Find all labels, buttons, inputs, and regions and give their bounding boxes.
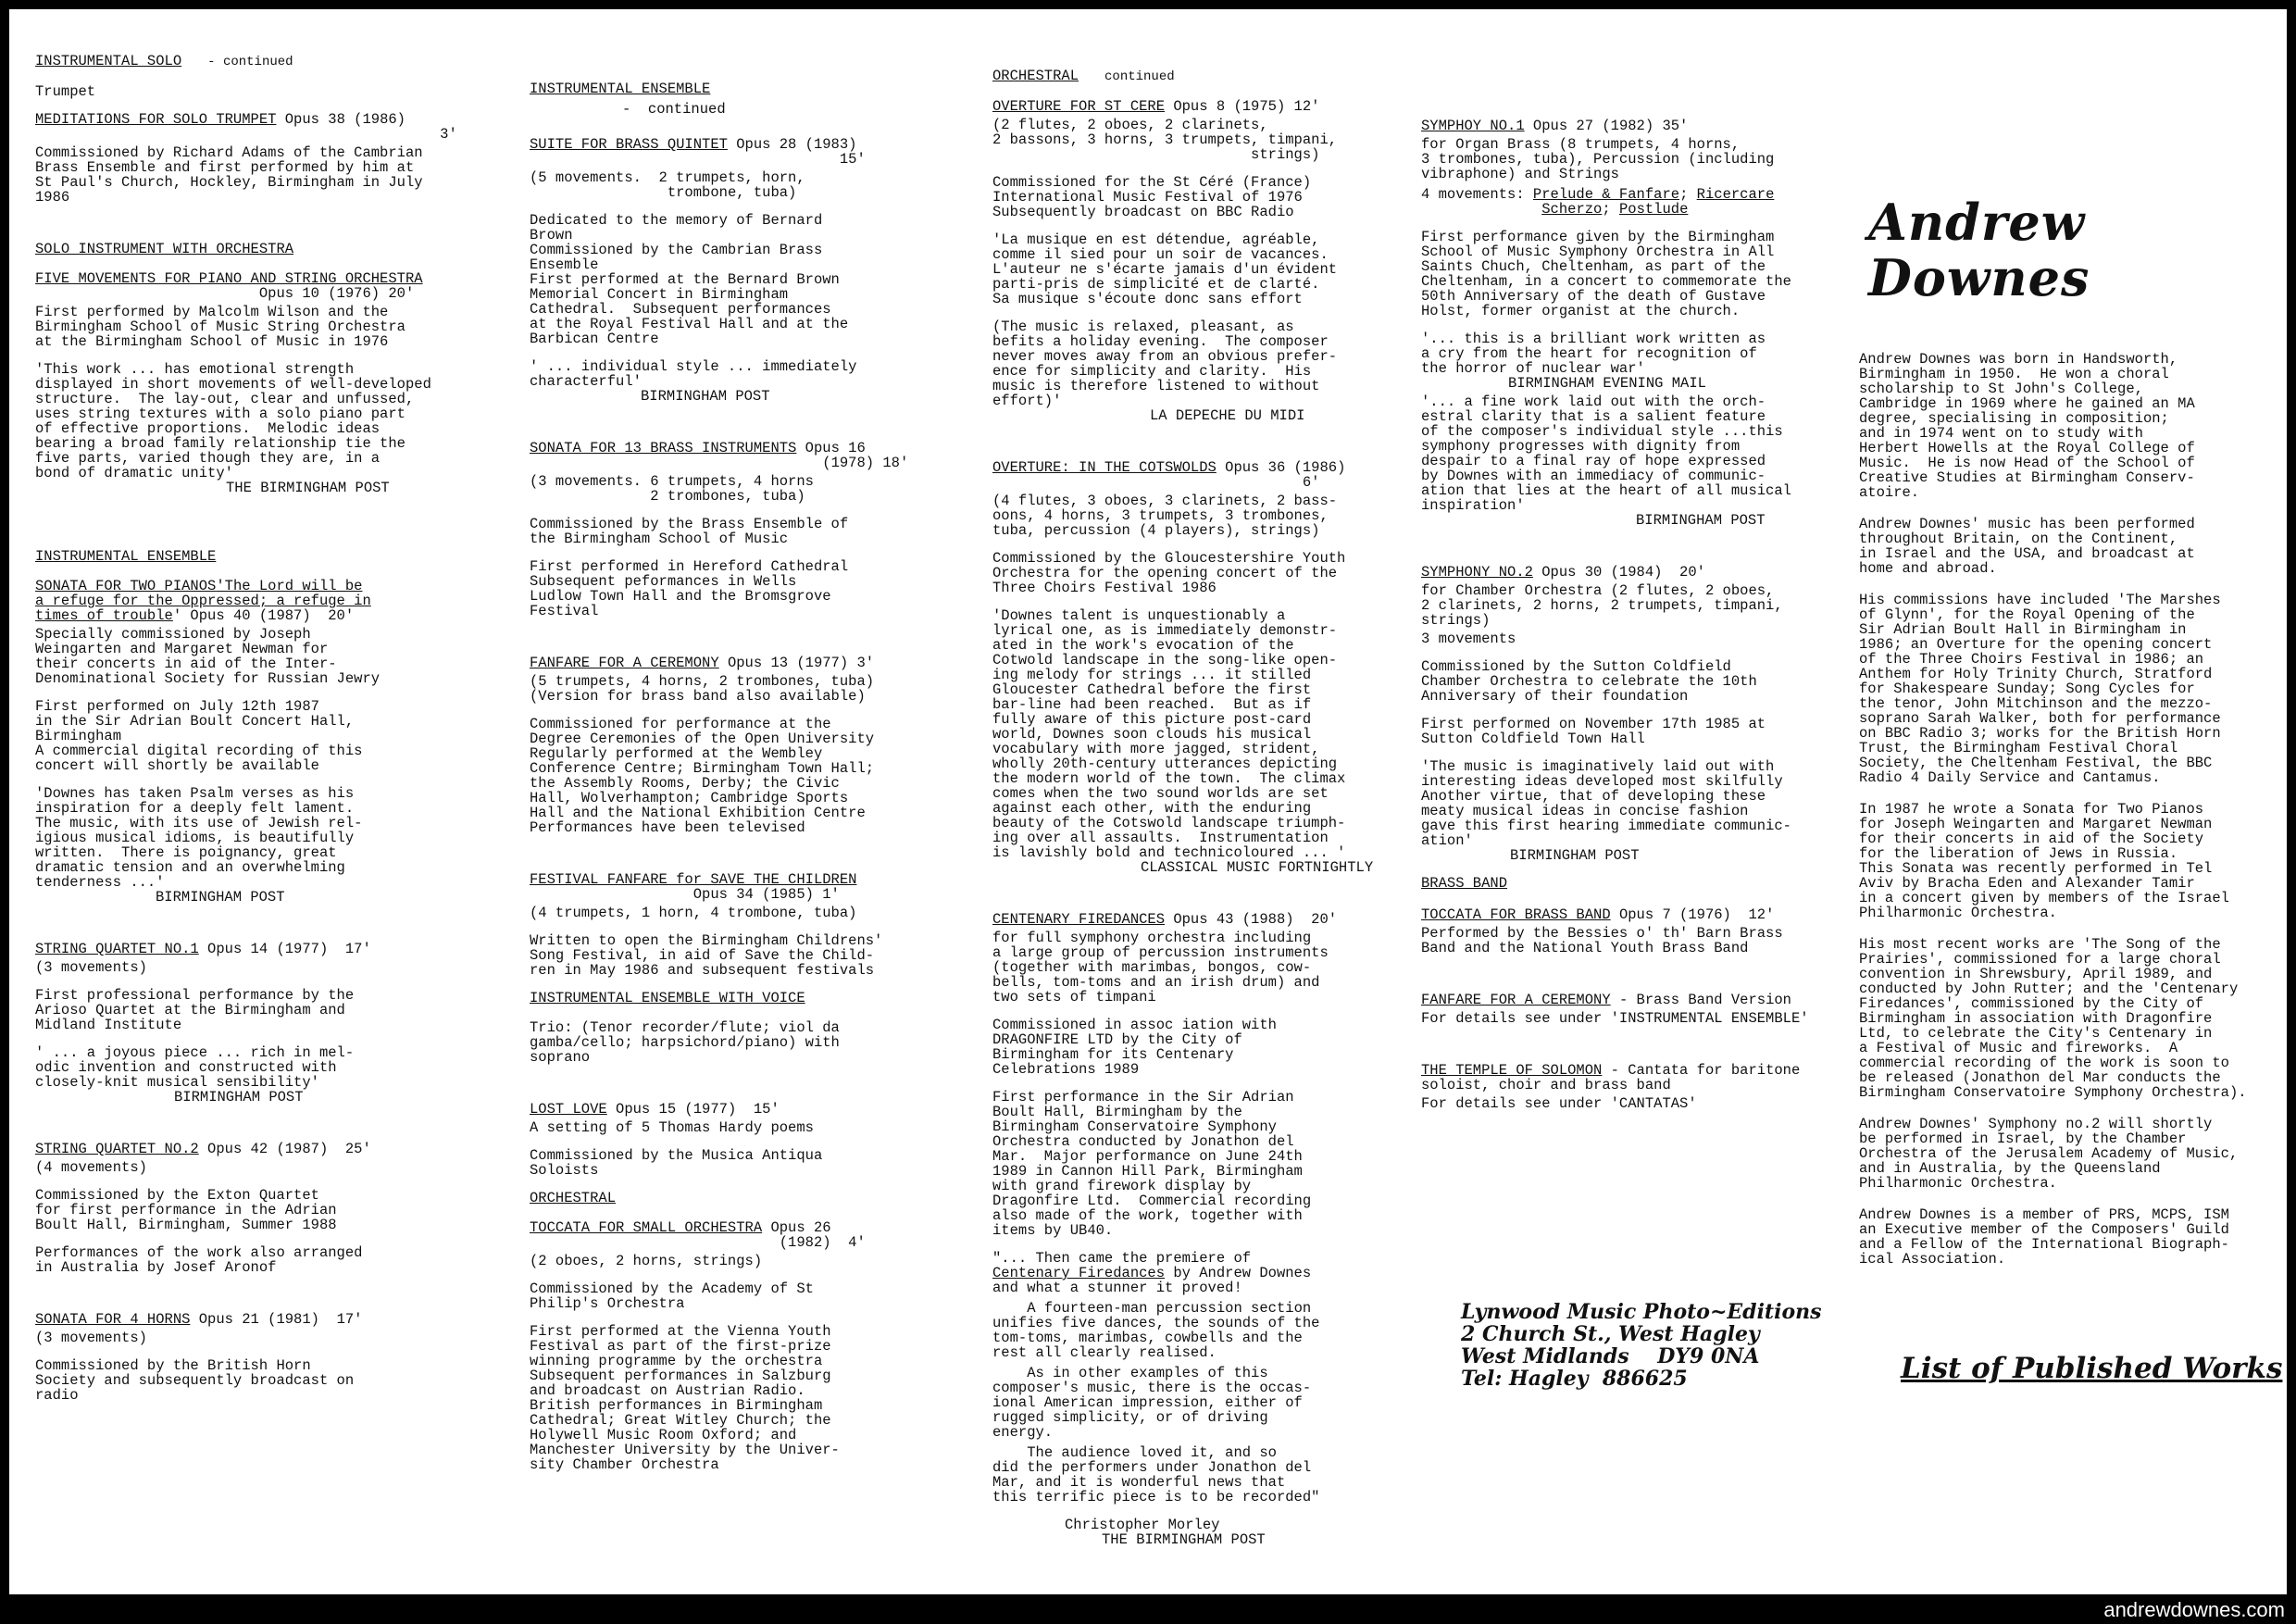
section-heading: ORCHESTRAL	[530, 1190, 617, 1206]
work-description: First professional performance by the Arioso Quartet at the Birmingham and Midland Institute	[35, 987, 355, 1033]
work-description: Commissioned by the Brass Ensemble of the Birmingham School of Music	[530, 516, 849, 547]
review-source: BIRMINGHAM EVENING MAIL	[1508, 375, 1706, 392]
work-heading: FIVE MOVEMENTS FOR PIANO AND STRING ORCHESTRA Opus 10 (1976) 20'	[35, 270, 423, 302]
movements: (3 movements)	[35, 1330, 147, 1346]
movements: (5 trumpets, 4 horns, 2 trombones, tuba) (Version for brass band also available)	[530, 673, 875, 705]
review-quote: (The music is relaxed, pleasant, as befits a holiday evening. The composer never moves away from an obvious prefer- ence for simplicity and clarity. His music is therefore listened to without effort)'	[992, 319, 1338, 409]
work-description: First performed by Malcolm Wilson and the Birmingham School of Music String Orchestra at the Birmingham School of Music in 1976	[35, 304, 406, 350]
work-description: For details see under 'CANTATAS'	[1421, 1095, 1697, 1112]
work-description: Commissioned by the Gloucestershire Youth Orchestra for the opening concert of the Three Choirs Festival 1986	[992, 550, 1346, 596]
work-description: Trio: (Tenor recorder/flute; viol da gamba/cello; harpsichord/piano) with soprano	[530, 1019, 840, 1066]
work-heading: FANFARE FOR A CEREMONY - Brass Band Version	[1421, 992, 1791, 1008]
biography-paragraph: Andrew Downes is a member of PRS, MCPS, ISM an Executive member of the Composers' Guild and a Fellow of the International Biograph- ical Association.	[1859, 1206, 2229, 1268]
biography-paragraph: Andrew Downes' Symphony no.2 will shortly be performed in Israel, by the Chamber Orchestra of the Jerusalem Academy of Music, and in Australia, by the Queensland Philharmonic Orchestra.	[1859, 1116, 2239, 1192]
work-description: Performances of the work also arranged in Australia by Josef Aronof	[35, 1244, 363, 1276]
review-quote: As in other examples of this composer's music, there is the occas- ional American impression, either of rugged simplicity, or of driving energy.	[992, 1365, 1312, 1441]
biography-paragraph: His commissions have included 'The Marshes of Glynn', for the Royal Opening of the Sir Adrian Boult Hall in Birmingham in 1986; an Overture for the opening concert of the Three Choirs Festival in 1986; an Anthem for Holy Trinity Church, Stratford for Shakespeare Sunday; Song Cycles for the tenor, John Mitchinson and the mezzo- soprano Sarah Walker, both for performance on BBC Radio 3; works for the British Horn Trust, the Birmingham Festival Choral Society, the Cheltenham Festival, the BBC Radio 4 Daily Service and Cantamus.	[1859, 592, 2221, 786]
work-description: Commissioned by the Musica Antiqua Soloists	[530, 1147, 823, 1179]
work-description: First performed on November 17th 1985 at Sutton Coldfield Town Hall	[1421, 716, 1766, 747]
review-quote: A fourteen-man percussion section unifies five dances, the sounds of the tom-toms, marimbas, cowbells and the rest all clearly realised.	[992, 1300, 1320, 1361]
review-quote: '... this is a brilliant work written as a cry from the heart for recognition of the horror of nuclear war'	[1421, 331, 1766, 377]
movements: (4 movements)	[35, 1159, 147, 1176]
work-description: Performed by the Bessies o' th' Barn Brass Band and the National Youth Brass Band	[1421, 925, 1783, 956]
review-quote: 'The music is imaginatively laid out with interesting ideas developed most skilfully Another virtue, that of developing these meaty musical ideas in concise fashion gave this first hearing immediate communic- ation'	[1421, 758, 1791, 849]
work-heading: SYMPHOY NO.1 Opus 27 (1982) 35'	[1421, 118, 1689, 134]
work-description: Dedicated to the memory of Bernard Brown Commissioned by the Cambrian Brass Ensemble First performed at the Bernard Brown Memorial Concert in Birmingham Cathedral. Subsequent performances at the Royal Festival Hall and at the Barbican Centre	[530, 212, 849, 347]
work-description: First performed in Hereford Cathedral Subsequent peformances in Wells Ludlow Town Hall and the Bromsgrove Festival	[530, 558, 849, 619]
work-heading: LOST LOVE Opus 15 (1977) 15'	[530, 1101, 780, 1118]
work-description: First performed on July 12th 1987 in the Sir Adrian Boult Concert Hall, Birmingham A commercial digital recording of this concert will shortly be available	[35, 698, 363, 774]
work-description: Commissioned for performance at the Degree Ceremonies of the Open University Regularly performed at the Wembley Conference Centre; Birmingham Town Hall; the Assembly Rooms, Derby; the Civic Hall, Wolverhampton; Cambridge Sports Hall and the National Exhibition Centre Performances have been televised	[530, 716, 875, 836]
work-heading: FESTIVAL FANFARE for SAVE THE CHILDREN Opus 34 (1985) 1'	[530, 871, 857, 903]
review-quote: 'This work ... has emotional strength displayed in short movements of well-developed structure. The lay-out, clear and unfussed, uses string textures with a solo piano part of effective proportions. Melodic ideas bearing a broad family relationship tie the five parts, varied though they are, in a bond of dramatic unity'	[35, 361, 431, 481]
brochure-sheet	[9, 9, 2287, 1594]
work-description: Specially commissioned by Joseph Weingarten and Margaret Newman for their concerts in aid of the Inter- Denominational Society for Russian Jewry	[35, 626, 381, 687]
movements-count: 3 movements	[1421, 631, 1516, 647]
movements: for full symphony orchestra including a large group of percussion instruments (together with marimbas, bongos, cow- bells, tom-toms and an irish drum) and two sets of timpani	[992, 930, 1329, 1006]
section-heading: INSTRUMENTAL ENSEMBLE	[35, 548, 217, 565]
website-url: andrewdownes.com	[2103, 1598, 2285, 1621]
review-source: BIRMINGHAM POST	[641, 388, 770, 405]
column-2	[530, 9, 937, 1594]
movements: (2 flutes, 2 oboes, 2 clarinets, 2 bassons, 3 horns, 3 trumpets, timpani, strings)	[992, 117, 1338, 163]
review-source: BIRMINGHAM POST	[174, 1089, 304, 1106]
biography-paragraph: In 1987 he wrote a Sonata for Two Pianos for Joseph Weingarten and Margaret Newman for their concerts in aid of the Society for the liberation of Jews in Russia. This Sonata was recently performed in Tel Aviv by Bracha Eden and Alexander Tamir in a concert given by members of the Israel Philharmonic Orchestra.	[1859, 801, 2229, 921]
biography-paragraph: His most recent works are 'The Song of the Prairies', commissioned for a large choral convention in Shrewsbury, April 1989, and conducted by John Rutter; and the 'Centenary Firedances', commissioned by the City of Birmingham in association with Dragonfire Ltd, to celebrate the City's Centenary in a Festival of Music and fireworks. A commercial recording of the work is soon to be released (Jonathon del Mar conducts the Birmingham Conservatoire Symphony Orchestra).	[1859, 936, 2247, 1101]
review-quote: ' ... individual style ... immediately characterful'	[530, 358, 857, 390]
composer-name: Andrew Downes	[1868, 193, 2090, 307]
review-source: LA DEPECHE DU MIDI	[1150, 407, 1305, 424]
work-description: Commissioned for the St Céré (France) International Music Festival of 1976 Subsequently broadcast on BBC Radio	[992, 174, 1312, 220]
work-heading: STRING QUARTET NO.2 Opus 42 (1987) 25'	[35, 1141, 371, 1157]
review-quote: '... a fine work laid out with the orch- estral clarity that is a salient feature of the composer's individual style ...this symphony progresses with dignity from despair to a final ray of hope expressed by Downes with an immediacy of communic- ation that lies at the heart of all musical inspiration'	[1421, 394, 1791, 514]
work-heading: SONATA FOR 13 BRASS INSTRUMENTS Opus 16 (1978) 18'	[530, 440, 909, 471]
movements: (5 movements. 2 trumpets, horn, trombone, tuba)	[530, 169, 805, 201]
work-heading: OVERTURE: IN THE COTSWOLDS Opus 36 (1986) 6'	[992, 459, 1346, 491]
work-heading: SONATA FOR TWO PIANOS'The Lord will be a refuge for the Oppressed; a refuge in times of trouble' Opus 40 (1987) 20'	[35, 578, 371, 624]
work-heading: STRING QUARTET NO.1 Opus 14 (1977) 17'	[35, 941, 371, 957]
work-description: Commissioned by Richard Adams of the Cambrian Brass Ensemble and first performed by him at St Paul's Church, Hockley, Birmingham in July 1986	[35, 144, 423, 206]
review-quote: 'Downes has taken Psalm verses as his inspiration for a deeply felt lament. The music, with its use of Jewish rel- igious musical idioms, is beautifully written. There is poignancy, great dramatic tension and an overwhelming tenderness ...'	[35, 785, 363, 891]
review-quote: ' ... a joyous piece ... rich in mel- odic invention and constructed with closely-knit musical sensibility'	[35, 1044, 355, 1091]
review-quote-french: 'La musique en est détendue, agréable, comme il sied pour un soir de vacances. L'auteur ne s'écarte jamais d'un évident parti-pris de simplicité et de clarté. Sa musique s'écoute donc sans effort	[992, 231, 1338, 307]
work-description: Commissioned by the Exton Quartet for first performance in the Adrian Boult Hall, Birmingham, Summer 1988	[35, 1187, 337, 1233]
review-source: BIRMINGHAM POST	[1510, 847, 1640, 864]
work-heading: OVERTURE FOR ST CERE Opus 8 (1975) 12'	[992, 98, 1320, 115]
work-description: Written to open the Birmingham Childrens' Song Festival, in aid of Save the Child- ren in May 1986 and subsequent festivals	[530, 932, 883, 979]
work-heading: TOCCATA FOR SMALL ORCHESTRA Opus 26 (1982) 4'	[530, 1219, 866, 1251]
movements: (2 oboes, 2 horns, strings)	[530, 1253, 763, 1269]
column-5	[1859, 9, 2285, 1594]
work-heading: THE TEMPLE OF SOLOMON - Cantata for baritone soloist, choir and brass band	[1421, 1062, 1801, 1093]
work-description: Commissioned by the Academy of St Philip's Orchestra	[530, 1280, 814, 1312]
work-description: First performed at the Vienna Youth Festival as part of the first-prize winning programme by the orchestra Subsequent performances in Salzburg and broadcast on Austrian Radio. British performances in Birmingham Cathedral; Great Witley Church; the Holywell Music Room Oxford; and Manchester University by the Univer- sity Chamber Orchestra	[530, 1323, 840, 1473]
review-source: THE BIRMINGHAM POST	[1102, 1531, 1266, 1548]
critic-name: Christopher Morley	[1065, 1517, 1220, 1533]
movements: for Organ Brass (8 trumpets, 4 horns, 3 trombones, tuba), Percussion (including vibraphone) and Strings	[1421, 136, 1775, 182]
biography-paragraph: Andrew Downes' music has been performed throughout Britain, on the Continent, in Israel and the USA, and broadcast at home and abroad.	[1859, 516, 2195, 577]
work-heading: CENTENARY FIREDANCES Opus 43 (1988) 20'	[992, 911, 1338, 928]
review-quote: 'Downes talent is unquestionably a lyrical one, as is immediately demonstr- ated in the work's evocation of the Cotwold landscape in the song-like open- ing melody for strings ... it stilled Gloucester Cathedral before the first bar-line had been reached. But as if fully aware of this picture post-card world, Downes soon clouds his musical vocabulary with more jagged, strident, wholly 20th-century utterances depicting the modern world of the town. The climax comes when the two sound worlds are set against each other, with the enduring beauty of the Cotswold landscape triumph- ing over all assaults. Instrumentation is lavishly bold and technicoloured ... '	[992, 607, 1346, 861]
section-continued: - continued	[622, 101, 726, 118]
work-heading: SYMPHONY NO.2 Opus 30 (1984) 20'	[1421, 564, 1705, 581]
list-title: List of Published Works	[1901, 1352, 2283, 1385]
publisher-address: Lynwood Music Photo~Editions 2 Church St., West Hagley West Midlands DY9 0NA Tel: Hagley 886625	[1461, 1300, 1822, 1391]
biography-paragraph: Andrew Downes was born in Handsworth, Birmingham in 1950. He won a choral scholarship to St John's College, Cambridge in 1969 where he gained an MA degree, specialising in composition; and in 1974 went on to study with Herbert Howells at the Royal College of Music. He is now Head of the School of Creative Studies at Birmingham Conserv- atoire.	[1859, 351, 2195, 501]
section-heading: SOLO INSTRUMENT WITH ORCHESTRA	[35, 241, 294, 257]
column-3	[992, 9, 1381, 1594]
work-description: Commissioned by the Sutton Coldfield Chamber Orchestra to celebrate the 10th Anniversary of their foundation	[1421, 658, 1757, 705]
work-description: For details see under 'INSTRUMENTAL ENSEMBLE'	[1421, 1010, 1809, 1027]
section-heading: INSTRUMENTAL ENSEMBLE WITH VOICE	[530, 990, 805, 1006]
movement-list: 4 movements: Prelude & Fanfare; Ricercare Scherzo; Postlude	[1421, 186, 1775, 218]
review-source: BIRMINGHAM POST	[1636, 512, 1766, 529]
section-heading: INSTRUMENTAL ENSEMBLE	[530, 81, 711, 97]
work-description: First performance given by the Birmingham School of Music Symphony Orchestra in All Saints Chuch, Cheltenham, as part of the Cheltenham, in a concert to commemorate the 50th Anniversary of the death of Gustave Holst, former organist at the church.	[1421, 229, 1791, 319]
work-heading: MEDITATIONS FOR SOLO TRUMPET Opus 38 (1986) 3'	[35, 111, 457, 143]
work-description: Commissioned in assoc iation with DRAGONFIRE LTD by the City of Birmingham for its Centenary Celebrations 1989	[992, 1017, 1277, 1078]
section-heading: INSTRUMENTAL SOLO - continued	[35, 53, 293, 69]
review-quote: "... Then came the premiere of Centenary Firedances by Andrew Downes and what a stunner it proved!	[992, 1250, 1312, 1296]
movements: (3 movements. 6 trumpets, 4 horns 2 trombones, tuba)	[530, 473, 814, 505]
column-1	[35, 9, 498, 1594]
review-source: THE BIRMINGHAM POST	[226, 480, 390, 496]
work-description: First performance in the Sir Adrian Boult Hall, Birmingham by the Birmingham Conservatoire Symphony Orchestra conducted by Jonathon del Mar. Major performance on June 24th 1989 in Cannon Hill Park, Birmingham with grand firework display by Dragonfire Ltd. Commercial recording also made of the work, together with items by UB40.	[992, 1089, 1312, 1239]
review-quote: The audience loved it, and so did the performers under Jonathon del Mar, and it is wonderful news that this terrific piece is to be recorded"	[992, 1444, 1320, 1505]
work-description: Commissioned by the British Horn Society and subsequently broadcast on radio	[35, 1357, 355, 1404]
movements: (4 flutes, 3 oboes, 3 clarinets, 2 bass- oons, 4 horns, 3 trumpets, 3 trombones, tuba, percussion (4 players), strings)	[992, 493, 1338, 539]
movements: (4 trumpets, 1 horn, 4 trombone, tuba)	[530, 905, 857, 921]
movements: for Chamber Orchestra (2 flutes, 2 oboes, 2 clarinets, 2 horns, 2 trumpets, timpani, strings)	[1421, 582, 1783, 629]
work-heading: TOCCATA FOR BRASS BAND Opus 7 (1976) 12'	[1421, 906, 1775, 923]
section-heading: ORCHESTRAL continued	[992, 68, 1175, 84]
movements: (3 movements)	[35, 959, 147, 976]
work-heading: FANFARE FOR A CEREMONY Opus 13 (1977) 3'	[530, 655, 875, 671]
section-heading: BRASS BAND	[1421, 875, 1508, 892]
work-heading: SUITE FOR BRASS QUINTET Opus 28 (1983) 15'	[530, 136, 866, 168]
subheading: Trumpet	[35, 83, 96, 100]
work-heading: SONATA FOR 4 HORNS Opus 21 (1981) 17'	[35, 1311, 363, 1328]
review-source: BIRMINGHAM POST	[156, 889, 285, 906]
review-source: CLASSICAL MUSIC FORTNIGHTLY	[1141, 859, 1374, 876]
work-description: A setting of 5 Thomas Hardy poems	[530, 1119, 814, 1136]
